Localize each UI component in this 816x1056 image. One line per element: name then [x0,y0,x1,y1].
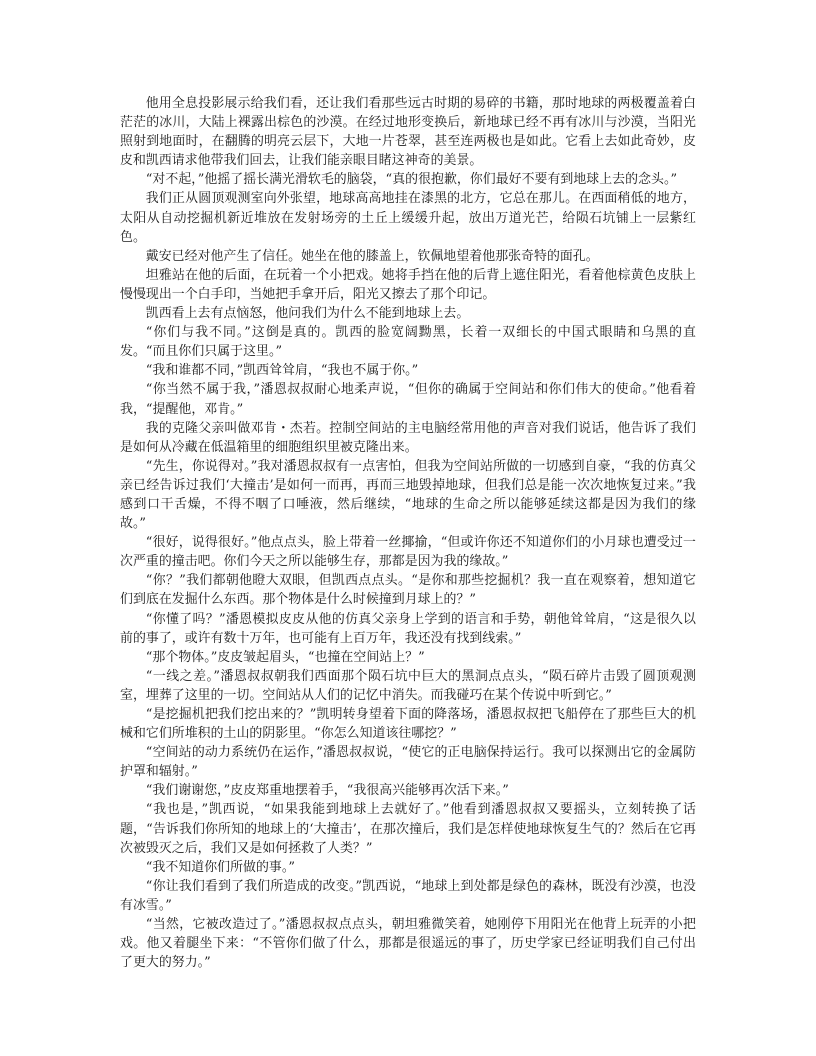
paragraph: “是挖掘机把我们挖出来的？”凯明转身望着下面的降落场，潘恩叔叔把飞船停在了那些巨大的机械和它们所堆积的土山的阴影里。“你怎么知道该往哪挖？” [120,707,696,742]
paragraph: “先生，你说得对。”我对潘恩叔叔有一点害怕，但我为空间站所做的一切感到自豪，“我的仿真父亲已经告诉过我们‘大撞击’是如何一而再，再而三地毁掉地球，但我们总是能一次次地恢复过来。”我感到口干舌燥，不得不咽了口唾液，然后继续，“地球的生命之所以能够延续这都是因为我们的缘故。” [120,458,696,532]
paragraph: “你们与我不同。”这倒是真的。凯西的脸宽阔黝黑，长着一双细长的中国式眼睛和乌黑的直发。“而且你们只属于这里。” [120,325,696,360]
paragraph: “当然，它被改造过了。”潘恩叔叔点点头，朝坦雅微笑着，她刚停下用阳光在他背上玩弄的小把戏。他又着腿坐下来：“不管你们做了什么，那都是很遥远的事了，历史学家已经证明我们自己付出了更大的努力。” [120,917,696,971]
paragraph: “很好，说得很好。”他点点头，脸上带着一丝揶揄，“但或许你还不知道你们的小月球也遭受过一次严重的撞击吧。你们今天之所以能够生存，那都是因为我的缘故。” [120,535,696,570]
paragraph: “我们谢谢您，”皮皮郑重地摆着手，“我很高兴能够再次活下来。” [145,783,509,799]
paragraph: 他用全息投影展示给我们看，还让我们看那些远古时期的易碎的书籍，那时地球的两极覆盖着白茫茫的冰川，大陆上裸露出棕色的沙漠。在经过地形变换后，新地球已经不再有冰川与沙漠，当阳光照射到地面时，在翻腾的明亮云层下，大地一片苍翠，甚至连两极也是如此。它看上去如此奇妙，皮皮和凯西请求他带我们回去，让我们能亲眼目睹这神奇的美景。 [120,96,696,169]
paragraph: “我不知道你们所做的事。” [145,859,295,875]
paragraph: “我也是，”凯西说，“如果我能到地球上去就好了。”他看到潘恩叔叔又要摇头，立刻转换了话题，“告诉我们你所知的地球上的‘大撞击’，在那次撞后，我们是怎样使地球恢复生气的？然后在它再次被毁灭之后，我们又是如何拯救了人类？” [120,802,696,856]
document-page [120,94,696,972]
paragraph: 坦雅站在他的后面，在玩着一个小把戏。她将手挡在他的后背上遮住阳光，看着他棕黄色皮肤上慢慢现出一个白手印，当她把手拿开后，阳光又擦去了那个印记。 [120,267,696,302]
paragraph: 我们正从圆顶观测室向外张望，地球高高地挂在漆黑的北方，它总在那儿。在西面稍低的地方，太阳从自动挖掘机新近堆放在发射场旁的土丘上缓缓升起，放出万道光芒，给陨石坑铺上一层紫红色。 [120,191,696,245]
paragraph: “空间站的动力系统仍在运作，”潘恩叔叔说，“使它的正电脑保持运行。我可以探测出它的金属防护罩和辐射。” [120,745,696,780]
paragraph: “你懂了吗？”潘恩模拟皮皮从他的仿真父亲身上学到的语言和手势，朝他耸耸肩，“这是很久以前的事了，或许有数十万年，也可能有上百万年，我还没有找到线索。” [120,611,696,646]
paragraph: “一线之差。”潘恩叔叔朝我们西面那个陨石坑中巨大的黑洞点点头，“陨石碎片击毁了圆顶观测室，埋葬了这里的一切。空间站从人们的记忆中消失。而我碰巧在某个传说中听到它。” [120,668,696,703]
paragraph: 我的克隆父亲叫做邓肯・杰若。控制空间站的主电脑经常用他的声音对我们说话，他告诉了我们是如何从冷藏在低温箱里的细胞组织里被克隆出来。 [120,420,696,455]
paragraph: 戴安已经对他产生了信任。她坐在他的膝盖上，钦佩地望着他那张奇特的面孔。 [145,248,599,264]
paragraph: 凯西看上去有点恼怒，他问我们为什么不能到地球上去。 [145,306,470,322]
paragraph: “你让我们看到了我们所造成的改变。”凯西说，“地球上到处都是绿色的森林，既没有沙漠，也没有冰雪。” [120,878,696,913]
paragraph: “那个物体。”皮皮皱起眉头，“也撞在空间站上？” [145,649,425,665]
paragraph: “对不起，”他摇了摇长满光滑软毛的脑袋，“真的很抱歉，你们最好不要有到地球上去的念头。” [145,172,678,188]
paragraph: “我和谁都不同，”凯西耸耸肩，“我也不属于你。” [145,363,419,379]
paragraph: “你？”我们都朝他瞪大双眼，但凯西点点头。“是你和那些挖掘机？我一直在观察着，想知道它们到底在发掘什么东西。那个物体是什么时候撞到月球上的？” [120,573,696,608]
paragraph: “你当然不属于我，”潘恩叔叔耐心地柔声说，“但你的确属于空间站和你们伟大的使命。”他看着我，“提醒他，邓肯。” [120,382,696,417]
